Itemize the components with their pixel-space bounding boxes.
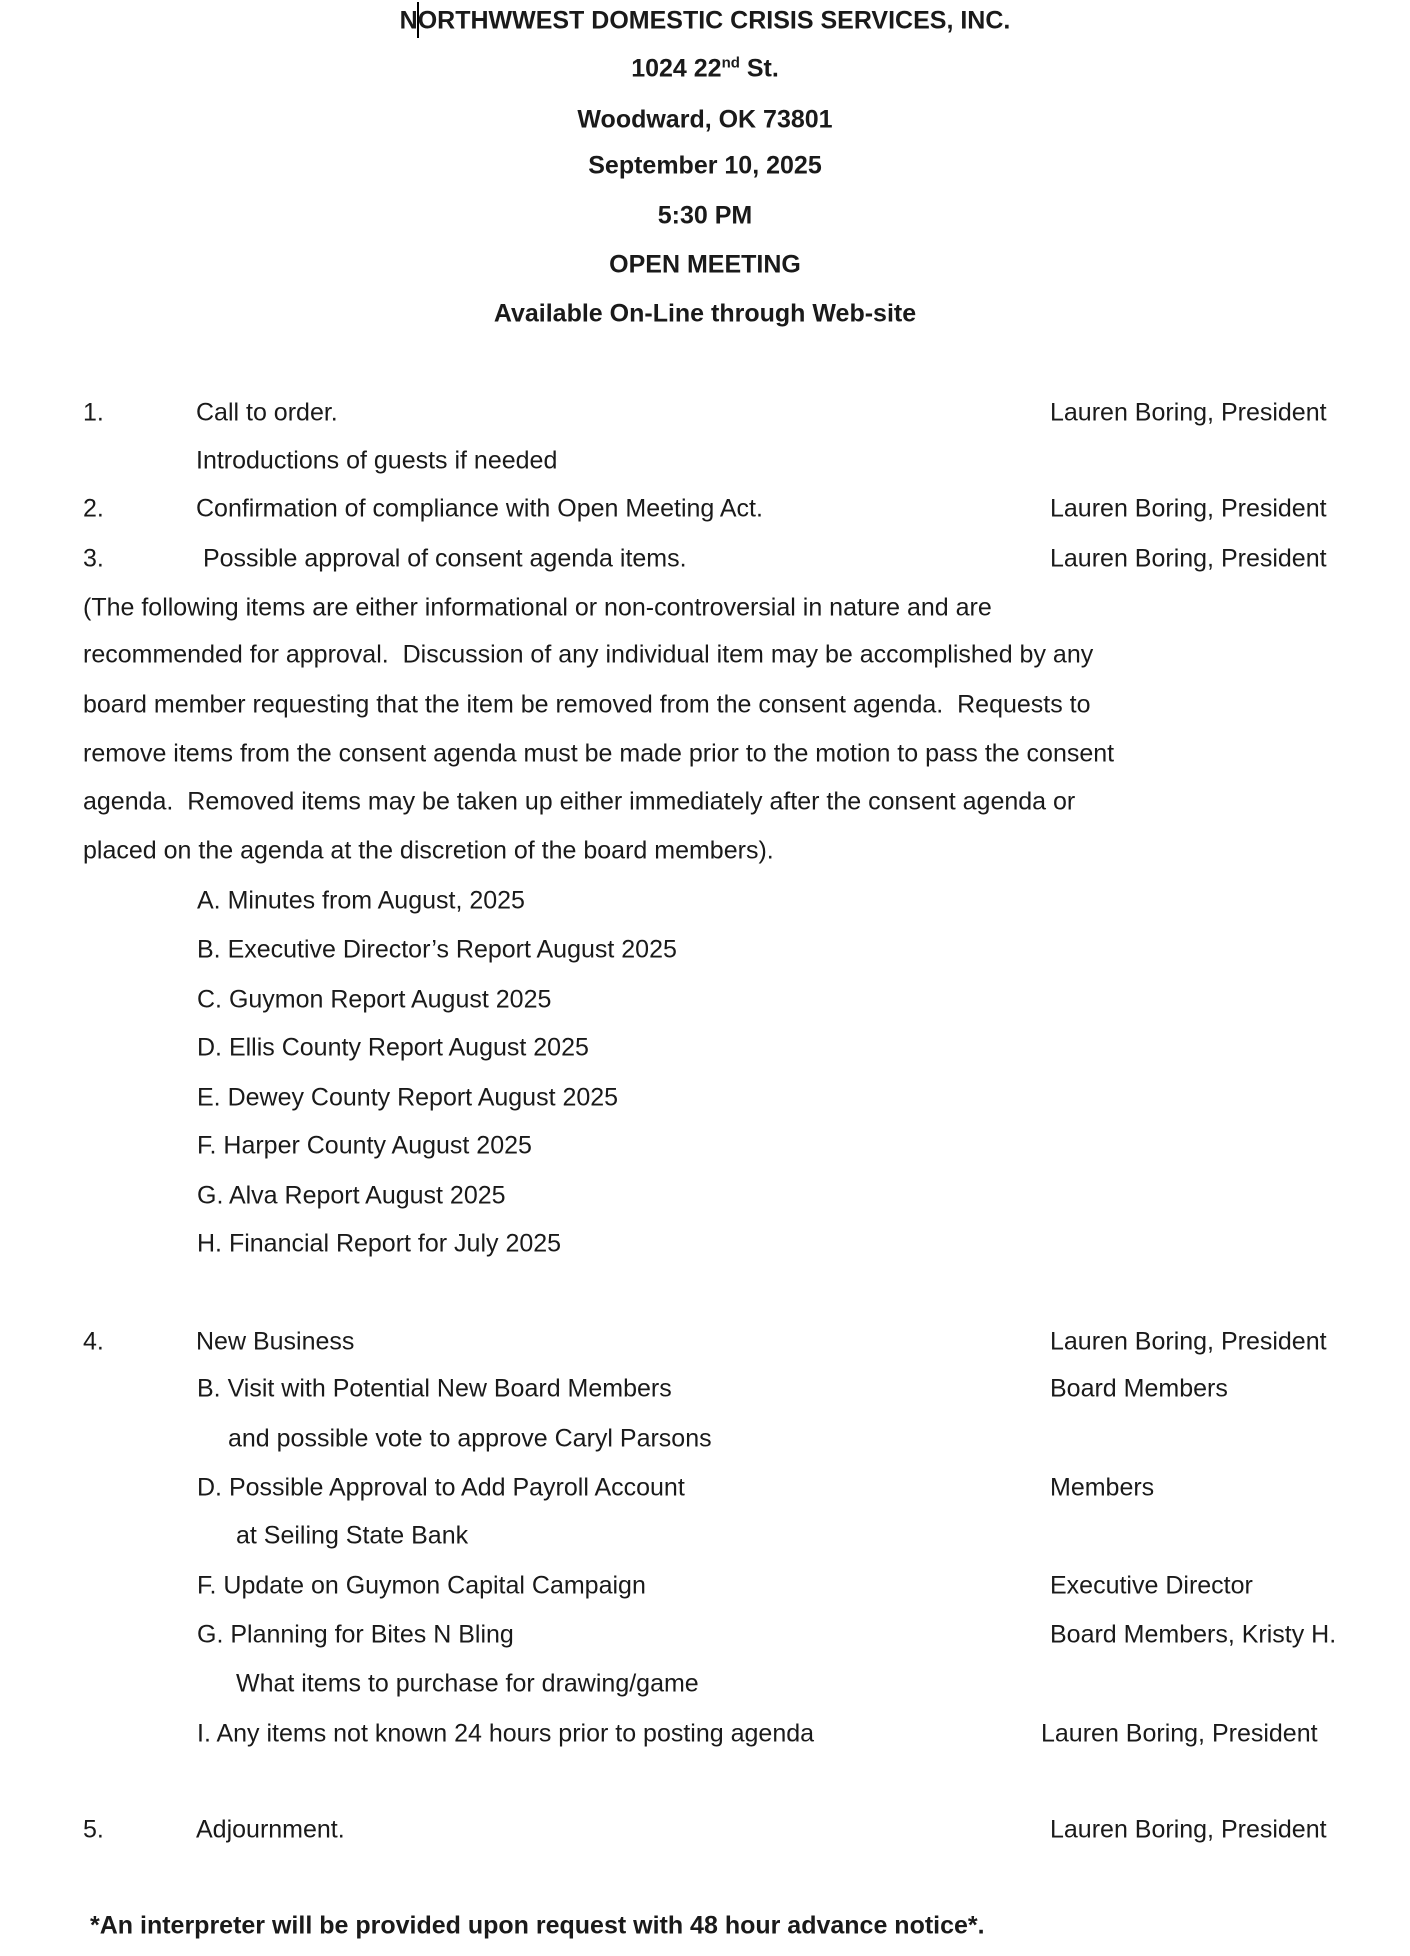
address-suffix: nd [721, 54, 740, 72]
consent-paragraph-line: placed on the agenda at the discretion of the board members). [83, 836, 774, 865]
new-business-item-label: I. Any items not known 24 hours prior to posting agenda [197, 1719, 815, 1748]
city-state-zip: Woodward, OK 73801 [577, 105, 833, 134]
new-business-item-presenter: Lauren Boring, President [1041, 1719, 1318, 1748]
new-business-item-presenter: Executive Director [1050, 1571, 1253, 1600]
item-5-presenter: Lauren Boring, President [1050, 1815, 1327, 1844]
new-business-item-presenter: Board Members [1050, 1374, 1228, 1403]
consent-paragraph-line: remove items from the consent agenda must be made prior to the motion to pass the consent [83, 739, 1115, 768]
item-2-number: 2. [83, 494, 104, 523]
item-5-title: Adjournment. [196, 1815, 345, 1844]
new-business-item-label: B. Visit with Potential New Board Members [197, 1374, 672, 1403]
consent-paragraph-line: (The following items are either informational or non-controversial in nature and are [83, 593, 992, 622]
consent-item: D. Ellis County Report August 2025 [197, 1033, 589, 1062]
new-business-item-presenter: Board Members, Kristy H. [1050, 1620, 1337, 1649]
new-business-item-label: F. Update on Guymon Capital Campaign [197, 1571, 646, 1600]
new-business-item-label: G. Planning for Bites N Bling [197, 1620, 514, 1649]
new-business-item-continuation: and possible vote to approve Caryl Parsons [228, 1424, 712, 1453]
item-1-number: 1. [83, 398, 104, 427]
item-3-number: 3. [83, 544, 104, 573]
consent-paragraph-line: board member requesting that the item be removed from the consent agenda. Requests to [83, 690, 1091, 719]
new-business-item-label: D. Possible Approval to Add Payroll Account [197, 1473, 685, 1502]
item-1-presenter: Lauren Boring, President [1050, 398, 1327, 427]
item-4-title: New Business [196, 1327, 355, 1356]
item-2-title: Confirmation of compliance with Open Meeting Act. [196, 494, 763, 523]
consent-item: H. Financial Report for July 2025 [197, 1229, 562, 1258]
new-business-item-continuation: What items to purchase for drawing/game [236, 1669, 699, 1698]
consent-item: C. Guymon Report August 2025 [197, 985, 552, 1014]
consent-paragraph-line: agenda. Removed items may be taken up either immediately after the consent agenda or [83, 787, 1076, 816]
item-1-subline: Introductions of guests if needed [196, 446, 558, 475]
meeting-date: September 10, 2025 [588, 151, 822, 180]
consent-item: E. Dewey County Report August 2025 [197, 1083, 619, 1112]
consent-item: A. Minutes from August, 2025 [197, 886, 525, 915]
consent-item: B. Executive Director’s Report August 2025 [197, 935, 677, 964]
consent-item: G. Alva Report August 2025 [197, 1181, 506, 1210]
consent-item: F. Harper County August 2025 [197, 1131, 532, 1160]
consent-paragraph-line: recommended for approval. Discussion of any individual item may be accomplished by any [83, 640, 1094, 669]
item-1-title: Call to order. [196, 398, 338, 427]
item-3-title: Possible approval of consent agenda items. [196, 544, 687, 573]
address-street: St. [739, 54, 779, 83]
item-4-number: 4. [83, 1327, 104, 1356]
org-name: NORTHWWEST DOMESTIC CRISIS SERVICES, INC. [399, 6, 1011, 35]
meeting-type: OPEN MEETING [609, 250, 801, 279]
new-business-item-presenter: Members [1050, 1473, 1155, 1502]
item-5-number: 5. [83, 1815, 104, 1844]
meeting-time: 5:30 PM [657, 201, 753, 230]
new-business-item-continuation: at Seiling State Bank [236, 1521, 469, 1550]
address-line [0, 54, 1410, 83]
interpreter-notice: *An interpreter will be provided upon request with 48 hour advance notice*. [90, 1911, 985, 1940]
item-2-presenter: Lauren Boring, President [1050, 494, 1327, 523]
address-number: 1024 22 [631, 54, 722, 83]
item-3-presenter: Lauren Boring, President [1050, 544, 1327, 573]
availability-note: Available On-Line through Web-site [493, 299, 917, 328]
item-4-presenter: Lauren Boring, President [1050, 1327, 1327, 1356]
